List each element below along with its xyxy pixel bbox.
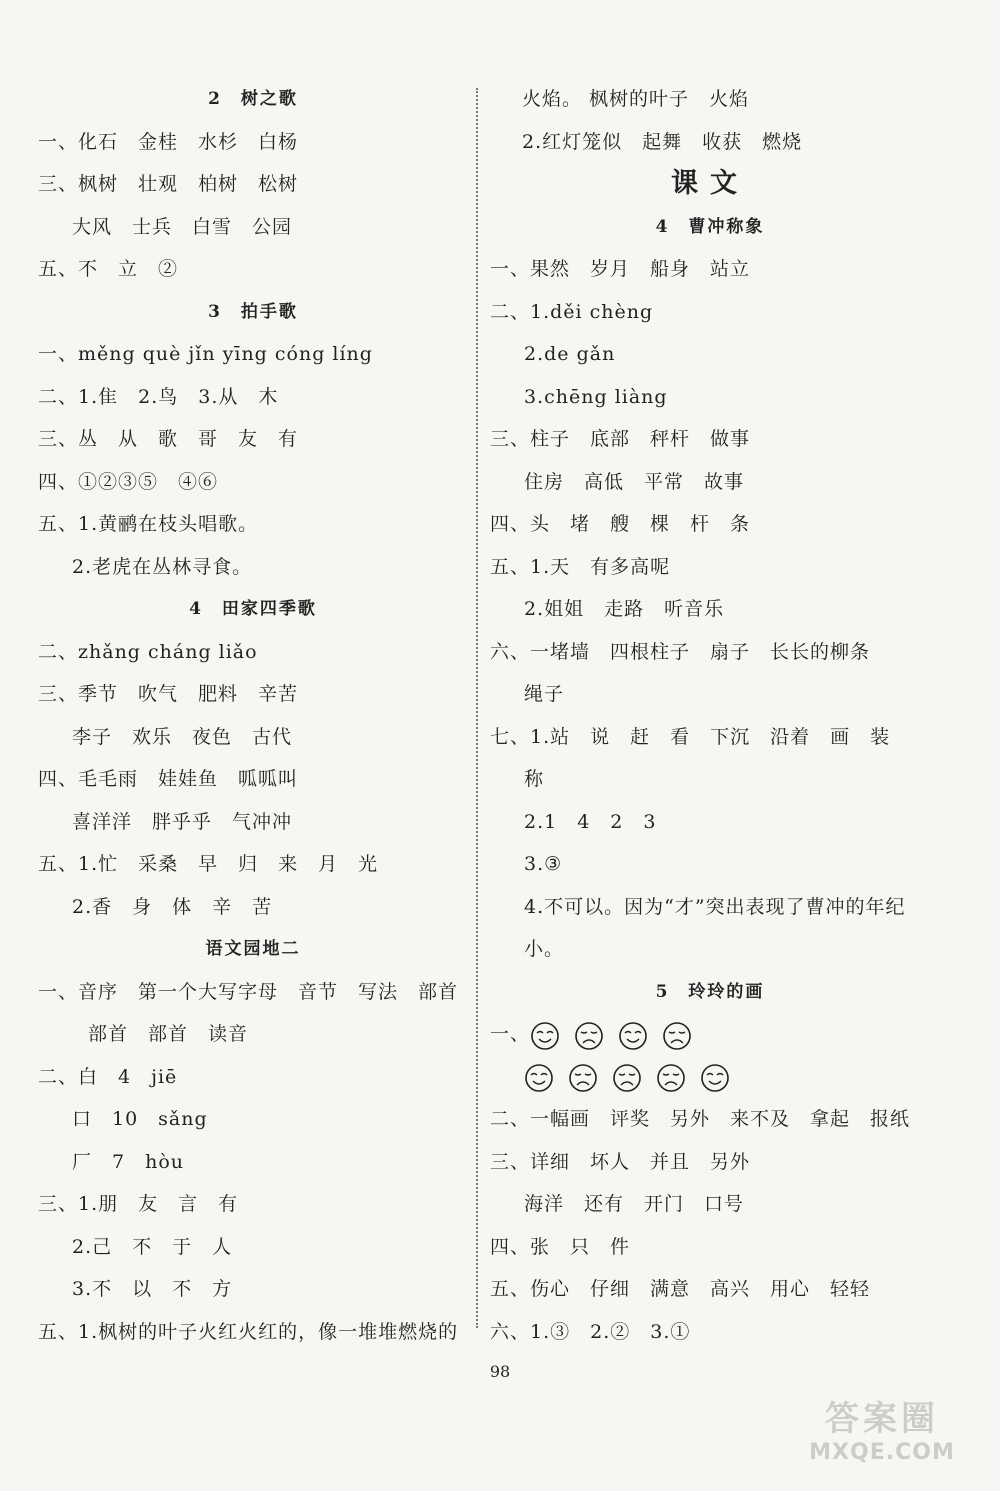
- answer-line: 一、音序 第一个大写字母 音节 写法 部首: [38, 980, 459, 1003]
- faces-group: [524, 1056, 744, 1099]
- answer-line: 3.③: [524, 853, 563, 875]
- section-title-yuwenyuandi: 语文园地二: [205, 939, 301, 959]
- answer-line: 二、1.děi chèng: [490, 300, 654, 323]
- answer-line: 二、1.隹 2.鸟 3.从 木: [38, 385, 279, 408]
- answer-line: 五、1.忙 采桑 早 归 来 月 光: [38, 853, 379, 875]
- happy-face-icon: [524, 1063, 554, 1093]
- answer-line: 四、毛毛雨 娃娃鱼 呱呱叫: [38, 768, 299, 790]
- section-title-text: 拍手歌: [240, 301, 298, 322]
- column-divider: [476, 88, 478, 1328]
- answer-line: 五、伤心 仔细 满意 高兴 用心 轻轻: [490, 1278, 871, 1300]
- answer-line: 三、详细 坏人 并且 另外: [490, 1150, 751, 1173]
- section-title-tianjiasijige: [38, 588, 468, 631]
- answer-line: 五、1.天 有多高呢: [490, 555, 671, 578]
- sad-face-icon: [612, 1063, 642, 1093]
- page-number: 98: [489, 1362, 511, 1381]
- answer-line: 四、头 堵 艘 棵 杆 条: [490, 513, 751, 535]
- answer-line: 2.1 4 2 3: [524, 810, 657, 833]
- section-number: 5: [655, 981, 670, 1002]
- section-number: 2: [208, 89, 222, 109]
- answer-line: 一、化石 金桂 水杉 白杨: [38, 130, 299, 153]
- answer-line: 2.姐姐 走路 听音乐: [524, 598, 725, 620]
- answer-line: 五、不 立 ②: [38, 258, 179, 280]
- watermark-logo: [782, 1391, 982, 1471]
- answer-line: 2.de gǎn: [524, 343, 616, 365]
- answer-line: 一、měng què jǐn yīng cóng líng: [38, 343, 373, 365]
- answer-line: 一、果然 岁月 船身 站立: [490, 258, 751, 280]
- happy-face-icon: [530, 1021, 560, 1051]
- answer-line: 三、枫树 壮观 柏树 松树: [38, 173, 299, 195]
- answer-line: 部首 部首 读音: [88, 1023, 249, 1045]
- faces-group: [530, 1014, 706, 1057]
- answer-line: 二、一幅画 评奖 另外 来不及 拿起 报纸: [490, 1108, 911, 1130]
- answer-line: 六、一堵墙 四根柱子 扇子 长长的柳条: [490, 640, 871, 663]
- left-column: [38, 78, 468, 1353]
- answer-line: 三、季节 吹气 肥料 辛苦: [38, 683, 299, 705]
- answer-line: 海洋 还有 开门 口号: [524, 1193, 745, 1215]
- section-title-text: 树之歌: [240, 89, 298, 109]
- answer-line: 三、柱子 底部 秤杆 做事: [490, 428, 751, 450]
- section-title-shuzhige: [38, 78, 468, 121]
- answer-line: 二、白 4 jiē: [38, 1065, 178, 1088]
- answer-line: 六、1.③ 2.② 3.①: [490, 1320, 691, 1343]
- answer-line: 二、zhǎng cháng liǎo: [38, 640, 258, 663]
- answer-line: 2.香 身 体 辛 苦: [72, 895, 273, 918]
- answer-line: 三、1.朋 友 言 有: [38, 1193, 239, 1215]
- answer-line: 四、张 只 件: [490, 1235, 631, 1258]
- section-title-caochong: [490, 206, 930, 249]
- answer-line: 口 10 sǎng: [72, 1108, 208, 1130]
- answer-line: 喜洋洋 胖乎乎 气冲冲: [72, 810, 293, 833]
- section-title-linglingdehua: [490, 971, 930, 1014]
- answer-line: 七、1.站 说 赶 看 下沉 沿着 画 装: [490, 725, 891, 748]
- answer-line: 绳子: [524, 683, 565, 705]
- right-column: [490, 78, 930, 1353]
- sad-face-icon: [568, 1063, 598, 1093]
- answer-line: 小。: [524, 938, 565, 960]
- answer-line: 2.己 不 于 人: [72, 1235, 233, 1258]
- faces-row-1: [490, 1013, 930, 1056]
- answer-line: 李子 欢乐 夜色 古代: [72, 725, 293, 748]
- answer-line: 五、1.黄鹂在枝头唱歌。: [38, 513, 259, 535]
- section-title-text: 曹冲称象: [688, 216, 765, 237]
- section-title-text: 玲玲的画: [688, 981, 765, 1002]
- section-number: 4: [189, 599, 203, 619]
- answer-line: 称: [524, 768, 545, 790]
- answer-line: 4.不可以。因为“才”突出表现了曹冲的年纪: [524, 895, 906, 918]
- watermark-url: MXQE.COM: [809, 1440, 955, 1465]
- answer-line: 2.老虎在丛林寻食。: [72, 555, 253, 578]
- sad-face-icon: [574, 1021, 604, 1051]
- sad-face-icon: [662, 1021, 692, 1051]
- sad-face-icon: [656, 1063, 686, 1093]
- unit-title-kewen: 课文: [671, 168, 749, 199]
- answer-line: 厂 7 hòu: [72, 1150, 185, 1173]
- faces-row-2: [490, 1056, 930, 1099]
- answer-line: 五、1.枫树的叶子火红火红的，像一堆堆燃烧的: [38, 1320, 459, 1343]
- happy-face-icon: [618, 1021, 648, 1051]
- section-number: 4: [655, 216, 670, 237]
- answer-line: 住房 高低 平常 故事: [524, 470, 745, 493]
- happy-face-icon: [700, 1063, 730, 1093]
- section-title-text: 田家四季歌: [221, 599, 317, 619]
- answer-line: 3.不 以 不 方: [72, 1278, 233, 1300]
- section-title-paishouge: [38, 291, 468, 334]
- section-number: 3: [208, 301, 222, 322]
- watermark-text: 答案圈: [825, 1399, 939, 1439]
- answer-line: 三、丛 从 歌 哥 友 有: [38, 428, 299, 450]
- answer-line: 火焰。 枫树的叶子 火焰: [522, 88, 750, 110]
- answer-line: 大风 士兵 白雪 公园: [72, 215, 293, 238]
- answer-line: 2.红灯笼似 起舞 收获 燃烧: [522, 130, 803, 153]
- answer-line: 3.chēng liàng: [524, 385, 668, 408]
- answer-line: 四、①②③⑤ ④⑥: [38, 470, 219, 493]
- answer-prefix: 一、: [490, 1023, 531, 1045]
